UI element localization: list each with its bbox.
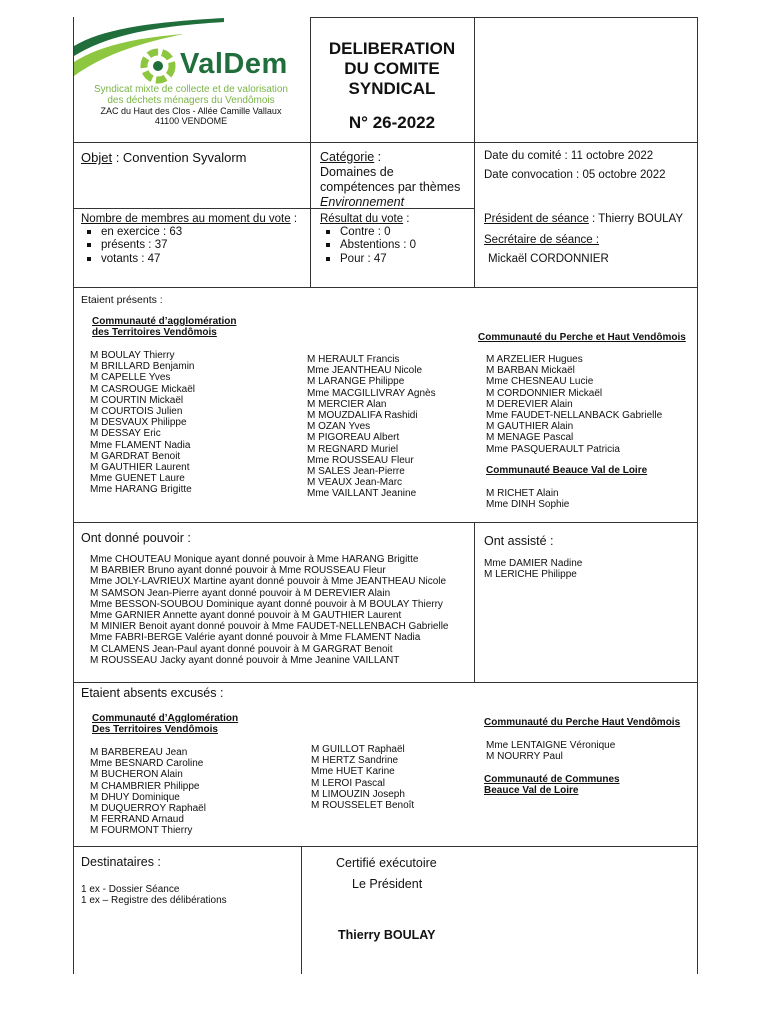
absents-col-1 (90, 747, 206, 837)
vote-label: Résultat du vote (320, 213, 404, 225)
member-name: Mme LENTAIGNE Véronique (486, 740, 616, 751)
members-item: présents : 37 (81, 239, 297, 252)
categorie-line-1: Domaines de (320, 165, 394, 179)
presents-agglo-line-1: Communauté d’agglomération (92, 316, 237, 327)
assiste-list (484, 558, 582, 580)
member-name: M LEROI Pascal (311, 777, 385, 789)
absents-beauce-line-1: Communauté de Communes (484, 774, 620, 785)
address-line-1: ZAC du Haut des Clos - Allée Camille Vallaux (100, 106, 282, 116)
divider-title-right (474, 17, 475, 287)
vote-sep: : (403, 213, 410, 225)
signature-name: Thierry BOULAY (338, 928, 436, 942)
vote-item: Abstentions : 0 (320, 239, 416, 252)
member-name: M MENAGE Pascal (486, 432, 574, 444)
member-name: M DHUY Dominique (90, 791, 180, 803)
secretaire-value: Mickaël CORDONNIER (488, 253, 609, 265)
presents-col-3 (486, 354, 662, 455)
member-name: M VEAUX Jean-Marc (307, 477, 403, 489)
member-name: M GARDRAT Benoit (90, 450, 181, 462)
pouvoir-item: Mme JOLY-LAVRIEUX Martine ayant donné pouvoir à Mme JEANTHEAU Nicole (90, 576, 447, 588)
divider-members (73, 287, 698, 288)
categorie-label: Catégorie (320, 150, 375, 164)
date-comite: Date du comité : 11 octobre 2022 (484, 150, 654, 162)
member-name: M HERTZ Sandrine (311, 755, 399, 767)
absents-agglo-line-2: Des Territoires Vendômois (92, 724, 218, 735)
categorie-line-2: compétences par thèmes (320, 180, 461, 194)
member-name: M ARZELIER Hugues (486, 354, 583, 365)
member-name: M SALES Jean-Pierre (307, 466, 405, 478)
president-value: : Thierry BOULAY (588, 213, 684, 225)
valdem-logo-icon (139, 47, 177, 85)
secretaire-label: Secrétaire de séance : (484, 234, 600, 246)
member-name: M COURTOIS Julien (90, 406, 183, 418)
members-item: votants : 47 (81, 253, 297, 266)
vote-list (320, 226, 416, 266)
categorie-sep: : (374, 150, 382, 164)
member-name: M CAPELLE Yves (90, 372, 171, 384)
absents-perche-title: Communauté du Perche Haut Vendômois (484, 717, 681, 728)
objet-value: : Convention Syvalorm (112, 150, 247, 165)
pouvoir-item: M BARBIER Bruno ayant donné pouvoir à Mme ROUSSEAU Fleur (90, 565, 386, 577)
border-right (697, 17, 698, 974)
divider-absents (73, 682, 698, 683)
presents-col-1 (90, 350, 195, 496)
member-name: M CASROUGE Mickaël (90, 383, 196, 395)
certifie-executoire: Certifié exécutoire (336, 856, 437, 870)
date-convocation: Date convocation : 05 octobre 2022 (484, 169, 666, 181)
vote-item: Pour : 47 (320, 253, 416, 266)
members-sep: : (290, 213, 298, 225)
member-name: M MERCIER Alan (307, 398, 387, 410)
member-name: M LARANGE Philippe (307, 376, 405, 388)
member-name: Mme GUENET Laure (90, 473, 185, 485)
member-name: Mme HARANG Brigitte (90, 484, 192, 496)
member-name: M GAUTHIER Alain (486, 421, 574, 433)
member-name: Mme MACGILLIVRAY Agnès (307, 387, 436, 399)
president-label: Président de séance (484, 213, 589, 225)
assiste-item: Mme DAMIER Nadine (484, 558, 583, 569)
pouvoir-item: M ROUSSEAU Jacky ayant donné pouvoir à Mme Jeanine VAILLANT (90, 654, 400, 666)
president-seance (484, 213, 683, 226)
member-name: Mme DINH Sophie (486, 499, 570, 511)
member-name: M OZAN Yves (307, 421, 371, 433)
absents-col-2 (311, 744, 414, 811)
absents-agglo-line-1: Communauté d’Agglomération (92, 713, 239, 724)
presents-beauce-title: Communauté Beauce Val de Loire (486, 465, 648, 476)
objet (81, 151, 246, 165)
tagline-line-1: Syndicat mixte de collecte et de valorisation (94, 84, 288, 95)
divider-pouvoirs-mid (474, 522, 475, 682)
divider-footer (73, 846, 698, 847)
pouvoir-item: Mme CHOUTEAU Monique ayant donné pouvoir à Mme HARANG Brigitte (90, 554, 419, 565)
presents-col-2 (307, 354, 436, 500)
title-line-3: SYNDICAL (348, 79, 436, 98)
member-name: Mme PASQUERAULT Patricia (486, 443, 620, 455)
vote-block (320, 213, 416, 266)
border-left (73, 17, 74, 974)
member-name: M CHAMBRIER Philippe (90, 780, 200, 792)
member-name: M DUQUERROY Raphaël (90, 803, 206, 815)
member-name: M PIGOREAU Albert (307, 432, 400, 444)
members-item: en exercice : 63 (81, 226, 297, 239)
absents-beauce-line-2: Beauce Val de Loire (484, 785, 579, 796)
member-name: Mme BESNARD Caroline (90, 758, 204, 770)
presents-label: Etaient présents : (81, 294, 163, 306)
member-name: M BARBEREAU Jean (90, 747, 188, 758)
member-name: M RICHET Alain (486, 488, 559, 499)
member-name: Mme VAILLANT Jeanine (307, 488, 417, 500)
member-name: Mme FAUDET-NELLANBACK Gabrielle (486, 410, 663, 422)
absents-col-3 (486, 740, 615, 762)
pouvoirs-label: Ont donné pouvoir : (81, 531, 191, 545)
member-name: M BRILLARD Benjamin (90, 361, 195, 373)
divider-header (73, 142, 698, 143)
address-line-2: 41100 VENDOME (154, 116, 228, 126)
member-name: Mme FLAMENT Nadia (90, 439, 191, 451)
member-name: M COURTIN Mickaël (90, 394, 184, 406)
member-name: M BOULAY Thierry (90, 350, 175, 361)
pouvoir-item: Mme BESSON-SOUBOU Dominique ayant donné pouvoir à M BOULAY Thierry (90, 598, 443, 610)
pouvoirs-list (90, 554, 448, 666)
members-label: Nombre de membres au moment du vote (81, 213, 291, 225)
members-block (81, 213, 297, 266)
member-name: Mme ROUSSEAU Fleur (307, 454, 414, 466)
border-top (310, 17, 698, 18)
assiste-label: Ont assisté : (484, 534, 554, 548)
divider-footer-mid (301, 846, 302, 974)
member-name: M NOURRY Paul (486, 751, 563, 763)
member-name: M LIMOUZIN Joseph (311, 788, 405, 800)
member-name: Mme HUET Karine (311, 766, 395, 778)
title-line-2: DU COMITE (344, 59, 440, 78)
pouvoir-item: M MINIER Benoit ayant donné pouvoir à Mme FAUDET-NELLENBACH Gabrielle (90, 621, 449, 633)
divider-info-mid (310, 142, 311, 287)
member-name: M BUCHERON Alain (90, 769, 183, 781)
title-line-1: DELIBERATION (328, 39, 456, 58)
presents-col-4 (486, 488, 569, 510)
divider-pouvoirs (73, 522, 698, 523)
absents-label: Etaient absents excusés : (81, 686, 224, 700)
assiste-item: M LERICHE Philippe (484, 569, 577, 581)
member-name: M DEREVIER Alain (486, 398, 573, 410)
deliberation-number: N° 26-2022 (348, 113, 436, 132)
brand-name: ValDem (180, 48, 288, 80)
member-name: M GUILLOT Raphaël (311, 744, 405, 755)
member-name: Mme JEANTHEAU Nicole (307, 365, 423, 377)
member-name: M MOUZDALIFA Rashidi (307, 410, 418, 422)
member-name: M DESSAY Eric (90, 428, 161, 440)
le-president: Le Président (352, 877, 423, 891)
member-name: M DESVAUX Philippe (90, 417, 187, 429)
vote-item: Contre : 0 (320, 226, 416, 239)
pouvoir-item: M CLAMENS Jean-Paul ayant donné pouvoir à M GARGRAT Benoit (90, 643, 393, 655)
member-name: M CORDONNIER Mickaël (486, 387, 603, 399)
objet-label: Objet (81, 150, 113, 165)
pouvoir-item: Mme GARNIER Annette ayant donné pouvoir à M GAUTHIER Laurent (90, 610, 402, 622)
destinataire-1: 1 ex - Dossier Séance (81, 884, 180, 895)
presents-agglo-line-2: des Territoires Vendômois (92, 327, 217, 338)
pouvoir-item: Mme FABRI-BERGE Valérie ayant donné pouvoir à Mme FLAMENT Nadia (90, 632, 421, 644)
categorie-line-3: Environnement (320, 195, 405, 209)
member-name: M FERRAND Arnaud (90, 814, 184, 826)
member-name: M REGNARD Muriel (307, 443, 399, 455)
pouvoir-item: M SAMSON Jean-Pierre ayant donné pouvoir à M DEREVIER Alain (90, 587, 391, 599)
member-name: M FOURMONT Thierry (90, 825, 193, 837)
member-name: M BARBAN Mickaël (486, 365, 575, 377)
member-name: M ROUSSELET Benoît (311, 800, 415, 812)
presents-perche-title: Communauté du Perche et Haut Vendômois (478, 332, 686, 343)
tagline-line-2: des déchets ménagers du Vendômois (107, 95, 275, 106)
destinataires-label: Destinataires : (81, 855, 161, 869)
destinataire-2: 1 ex – Registre des délibérations (81, 895, 227, 906)
members-list (81, 226, 297, 266)
member-name: M HERAULT Francis (307, 354, 400, 365)
categorie (320, 150, 460, 210)
member-name: Mme CHESNEAU Lucie (486, 376, 594, 388)
member-name: M GAUTHIER Laurent (90, 462, 190, 474)
